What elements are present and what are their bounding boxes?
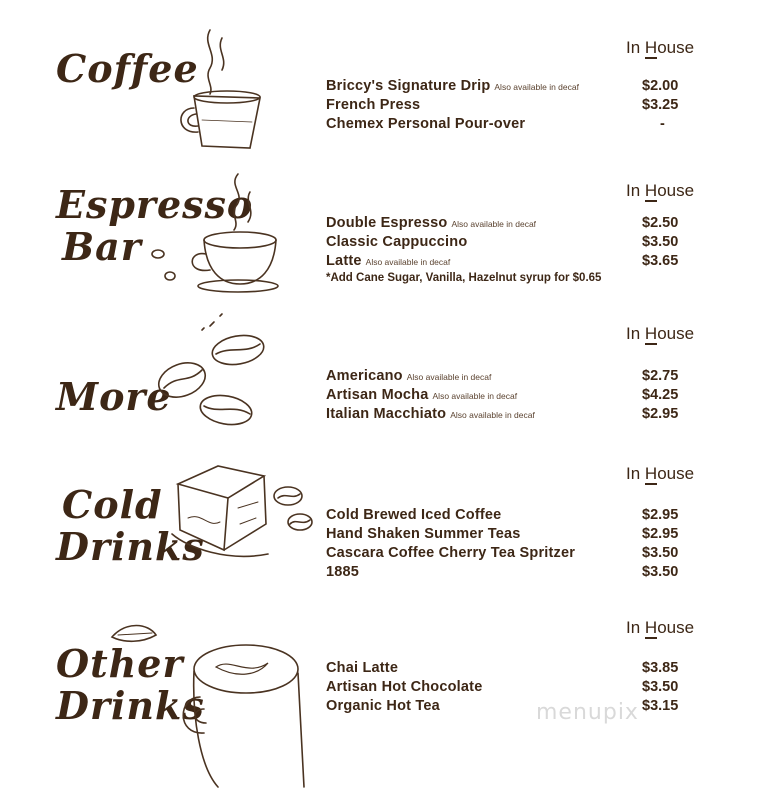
menu-section-coffee (0, 0, 768, 170)
item-note: Also available in decaf (450, 410, 535, 420)
item-list (326, 368, 686, 425)
item-name: Chemex Personal Pour-over (326, 116, 526, 132)
menu-item (326, 116, 686, 135)
coffee-beans-sketch-icon (150, 310, 280, 440)
item-name: Hand Shaken Summer Teas (326, 526, 521, 542)
item-price: $2.00 (642, 78, 679, 94)
item-price: $2.95 (642, 406, 679, 422)
item-price: $3.50 (642, 679, 679, 695)
item-price: $3.25 (642, 97, 679, 113)
item-price: $3.85 (642, 660, 679, 676)
item-note: Also available in decaf (365, 257, 451, 267)
section-title-line: Bar (62, 224, 142, 269)
section-title-line: Espresso (56, 182, 254, 227)
column-header-in-house (626, 464, 694, 484)
item-price: $3.50 (642, 234, 679, 250)
item-name: French Press (326, 97, 421, 113)
item-list (326, 507, 686, 583)
menu-item (326, 526, 686, 545)
menu-item (326, 387, 686, 406)
item-price: - (660, 116, 665, 132)
item-price: $2.75 (642, 368, 679, 384)
item-name: Briccy's Signature Drip (326, 78, 491, 94)
menu-section-espresso-bar (0, 170, 768, 310)
item-name: Cascara Coffee Cherry Tea Spritzer (326, 545, 576, 561)
column-header-label: In House (626, 464, 695, 483)
item-price: $2.50 (642, 215, 679, 231)
menu-item (326, 660, 686, 679)
item-note: Also available in decaf (432, 391, 518, 401)
column-header-in-house (626, 181, 694, 201)
item-name: Italian Macchiato (326, 406, 447, 422)
item-list (326, 78, 686, 135)
item-name: Latte (326, 253, 362, 269)
item-price: $3.50 (642, 564, 679, 580)
section-title-line: Drinks (56, 683, 205, 728)
coffee-cup-sketch-icon (172, 24, 282, 154)
item-price: $2.95 (642, 507, 679, 523)
item-price: $3.15 (642, 698, 679, 714)
menu-item (326, 234, 686, 253)
column-header-label: In House (626, 618, 695, 637)
menu-item (326, 564, 686, 583)
menu-item (326, 507, 686, 526)
section-title-line: Drinks (56, 524, 205, 569)
menu-item (326, 545, 686, 564)
section-title-line: More (56, 374, 172, 419)
column-header-label: In House (626, 324, 695, 343)
section-title-line: Coffee (56, 46, 199, 91)
item-name: Artisan Mocha (326, 387, 429, 403)
section-title-line: Cold (62, 482, 163, 527)
item-note: Also available in decaf (406, 372, 492, 382)
menu-section-other-drinks (0, 605, 768, 797)
menu-item (326, 679, 686, 698)
ice-cube-sketch-icon (168, 458, 318, 568)
item-note: Also available in decaf (451, 219, 537, 229)
item-name: 1885 (326, 564, 360, 580)
item-name: Americano (326, 368, 403, 384)
item-price: $3.50 (642, 545, 679, 561)
item-price: $3.65 (642, 253, 679, 269)
menu-item (326, 253, 686, 272)
section-title-line: Other (56, 641, 184, 686)
menu-item (326, 406, 686, 425)
item-name: Chai Latte (326, 660, 399, 676)
item-price: $2.95 (642, 526, 679, 542)
item-name: Artisan Hot Chocolate (326, 679, 483, 695)
column-header-label: In House (626, 38, 695, 57)
menu-item (326, 78, 686, 97)
column-header-in-house (626, 38, 694, 58)
espresso-cup-sketch-icon (150, 170, 280, 300)
item-price: $4.25 (642, 387, 679, 403)
item-name: Double Espresso (326, 215, 448, 231)
section-footnote: *Add Cane Sugar, Vanilla, Hazelnut syrup for $0.65 (326, 272, 602, 284)
watermark: menupix (536, 700, 639, 725)
latte-mug-sketch-icon (108, 617, 308, 792)
column-header-in-house (626, 324, 694, 344)
item-note: Also available in decaf (494, 82, 579, 92)
menu-item (326, 215, 686, 234)
column-header-label: In House (626, 181, 695, 200)
menu-section-more (0, 310, 768, 450)
item-name: Organic Hot Tea (326, 698, 440, 714)
menu-item (326, 97, 686, 116)
item-name: Classic Cappuccino (326, 234, 468, 250)
item-list (326, 215, 686, 288)
menu-section-cold-drinks (0, 450, 768, 605)
item-name: Cold Brewed Iced Coffee (326, 507, 502, 523)
column-header-in-house (626, 618, 694, 638)
menu-item (326, 368, 686, 387)
